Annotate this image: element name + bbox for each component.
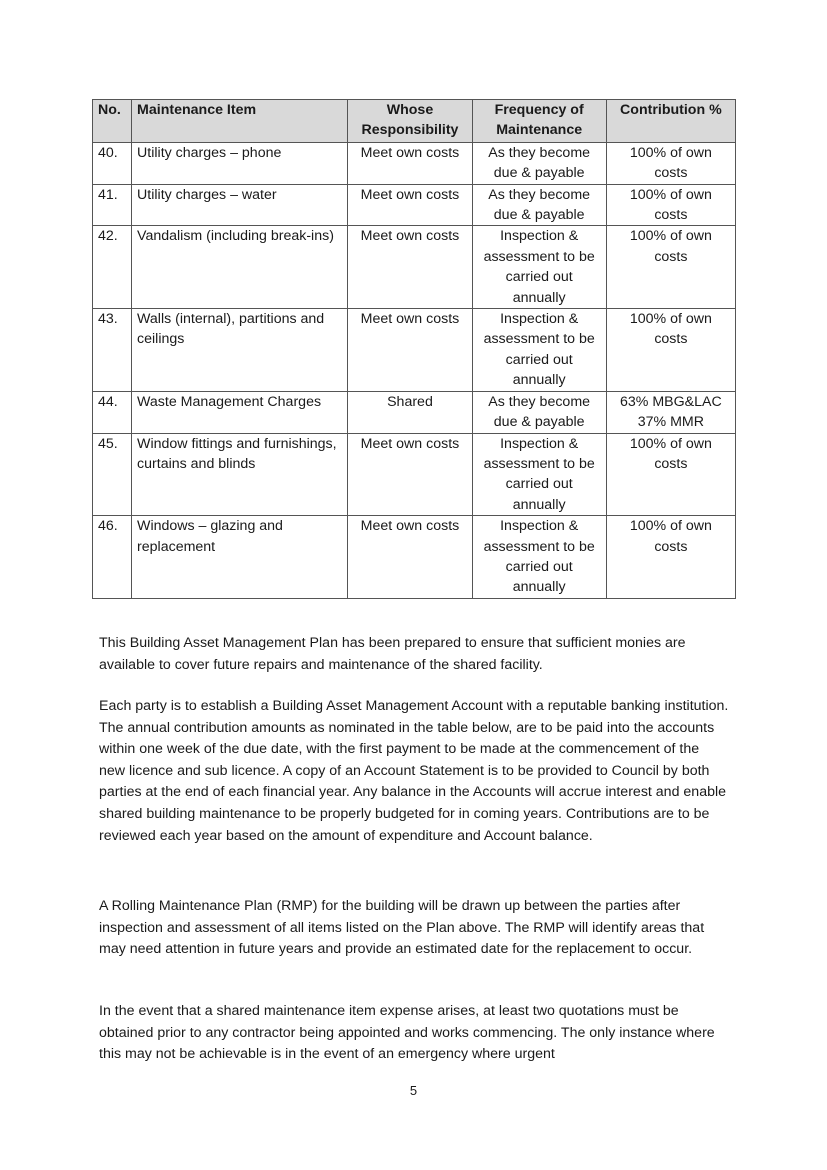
cell-responsibility: Meet own costs: [348, 433, 472, 516]
cell-frequency: Inspection & assessment to be carried out annually: [472, 309, 606, 392]
cell-no: 46.: [93, 516, 132, 599]
cell-frequency: As they become due & payable: [472, 184, 606, 226]
cell-contribution: 100% of own costs: [606, 226, 735, 309]
paragraph-purpose: This Building Asset Management Plan has been prepared to ensure that sufficient monies are available to cover future repairs and maintenance of the shared facility.: [99, 635, 686, 673]
table-row: [93, 516, 736, 599]
cell-item: Waste Management Charges: [132, 391, 348, 433]
maintenance-table: [92, 99, 736, 599]
header-maintenance-item: Maintenance Item: [132, 100, 348, 143]
cell-no: 40.: [93, 142, 132, 184]
cell-responsibility: Meet own costs: [348, 184, 472, 226]
paragraph-quotations: In the event that a shared maintenance item expense arises, at least two quotations must be obtained prior to any contractor being appointed and works commencing. The only instance where this may not be achievable is in the event of an emergency where urgent: [99, 1003, 715, 1063]
cell-frequency: Inspection & assessment to be carried out annually: [472, 516, 606, 599]
cell-contribution: 100% of own costs: [606, 184, 735, 226]
cell-no: 44.: [93, 391, 132, 433]
header-whose-responsibility: Whose Responsibility: [348, 100, 472, 143]
cell-contribution: 100% of own costs: [606, 142, 735, 184]
cell-contribution: 100% of own costs: [606, 516, 735, 599]
cell-no: 41.: [93, 184, 132, 226]
cell-responsibility: Shared: [348, 391, 472, 433]
paragraph-account: Each party is to establish a Building Asset Management Account with a reputable banking institution. The annual contribution amounts as nominated in the table below, are to be paid into the accounts within one week of the due date, with the first payment to be made at the commencement of the new licence and sub licence. A copy of an Account Statement is to be provided to Council by both parties at the end of each financial year. Any balance in the Accounts will accrue interest and enable shared building maintenance to be properly budgeted for in coming years. Contributions are to be reviewed each year based on the amount of expenditure and Account balance.: [99, 698, 729, 844]
header-contribution: Contribution %: [606, 100, 735, 143]
cell-item: Vandalism (including break-ins): [132, 226, 348, 309]
cell-item: Utility charges – water: [132, 184, 348, 226]
cell-contribution: 63% MBG&LAC 37% MMR: [606, 391, 735, 433]
cell-no: 45.: [93, 433, 132, 516]
table-row: [93, 433, 736, 516]
cell-frequency: As they become due & payable: [472, 142, 606, 184]
cell-no: 42.: [93, 226, 132, 309]
header-no: No.: [93, 100, 132, 143]
cell-frequency: As they become due & payable: [472, 391, 606, 433]
cell-item: Window fittings and furnishings, curtains and blinds: [132, 433, 348, 516]
cell-responsibility: Meet own costs: [348, 516, 472, 599]
table-row: [93, 142, 736, 184]
cell-frequency: Inspection & assessment to be carried out annually: [472, 433, 606, 516]
cell-responsibility: Meet own costs: [348, 309, 472, 392]
table-row: [93, 184, 736, 226]
table-row: [93, 226, 736, 309]
cell-contribution: 100% of own costs: [606, 433, 735, 516]
cell-contribution: 100% of own costs: [606, 309, 735, 392]
table-header-row: [93, 100, 736, 143]
cell-no: 43.: [93, 309, 132, 392]
cell-frequency: Inspection & assessment to be carried out annually: [472, 226, 606, 309]
cell-item: Windows – glazing and replacement: [132, 516, 348, 599]
cell-responsibility: Meet own costs: [348, 142, 472, 184]
table-row: [93, 309, 736, 392]
cell-responsibility: Meet own costs: [348, 226, 472, 309]
cell-item: Walls (internal), partitions and ceilings: [132, 309, 348, 392]
header-frequency: Frequency of Maintenance: [472, 100, 606, 143]
paragraph-rolling-plan: A Rolling Maintenance Plan (RMP) for the building will be drawn up between the parties after inspection and assessment of all items listed on the Plan above. The RMP will identify areas that may need attention in future years and provide an estimated date for the replacement to occur.: [99, 898, 705, 958]
table-row: [93, 391, 736, 433]
cell-item: Utility charges – phone: [132, 142, 348, 184]
page-number: 5: [409, 1083, 418, 1098]
